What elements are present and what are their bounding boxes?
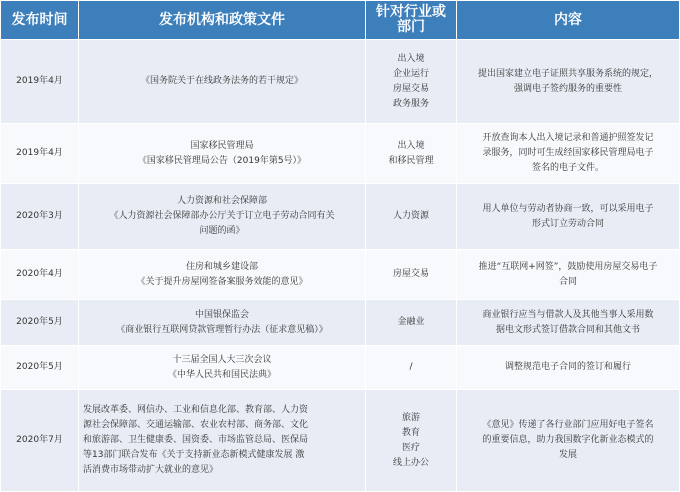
- cell-date: 2020年3月: [1, 184, 79, 250]
- doc-line: 发展改革委、网信办、工业和信息化部、教育部、人力资: [83, 405, 309, 415]
- cell-date: 2019年4月: [1, 40, 79, 124]
- sector-line: 金融业: [397, 317, 425, 327]
- doc-line: 等13部门联合发布《关于支持新业态新模式健康发展 激: [83, 450, 305, 460]
- cell-sector: [366, 124, 457, 184]
- doc-line: 中国银保监会: [194, 309, 249, 320]
- doc-line: 《国务院关于在线政务法务的若干规定》: [140, 76, 303, 86]
- doc-line: 《国家移民管理局公告（2019年第5号）》: [137, 155, 307, 166]
- cell-date: 2019年4月: [1, 124, 79, 184]
- cell-content: [457, 250, 680, 300]
- cell-doc: [79, 40, 366, 124]
- cell-sector: [366, 40, 457, 124]
- content-line: 用人单位与劳动者协商一致，可以采用电子: [482, 203, 654, 214]
- header-doc: 发布机构和政策文件: [79, 1, 366, 40]
- table-header-row: [1, 1, 680, 40]
- content-line: 提出国家建立电子证照共享服务系统的规定，: [477, 68, 658, 79]
- header-date: 发布时间: [1, 1, 79, 40]
- sector-line: 企业运行: [392, 68, 429, 79]
- content-line: 形式订立劳动合同: [531, 218, 604, 229]
- content-line: 《意见》传递了各行业部门应用好电子签名: [482, 420, 654, 430]
- doc-line: 《关于提升房屋网签备案服务效能的意见》: [136, 276, 308, 287]
- cell-content: [457, 184, 680, 250]
- cell-sector: [366, 300, 457, 346]
- cell-sector: [366, 390, 457, 492]
- table-row: [1, 40, 680, 124]
- content-line: 调整规范电子合同的签订和履行: [504, 362, 631, 372]
- cell-doc: [79, 124, 366, 184]
- content-line: 签名的电子文件。: [531, 163, 604, 173]
- doc-line: 住房和城乡建设部: [185, 261, 258, 272]
- cell-date: 2020年4月: [1, 250, 79, 300]
- doc-line: 《中华人民共和国民法典》: [167, 369, 276, 380]
- table-row: [1, 300, 680, 346]
- sector-line: /: [409, 362, 413, 372]
- doc-line: 源社会保障部、交通运输部、农业农村部、商务部、文化: [83, 420, 309, 430]
- header-sector-line1: 针对行业或: [376, 4, 446, 20]
- sector-line: 出入境: [397, 53, 425, 64]
- content-line: 据电文形式签订借款合同和其他文书: [495, 324, 640, 335]
- cell-doc: [79, 390, 366, 492]
- sector-line: 教育: [401, 427, 420, 438]
- doc-line: 国家移民管理局: [190, 140, 254, 151]
- sector-line: 房屋交易: [392, 83, 429, 94]
- content-line: 的重要信息，助力我国数字化新业态模式的: [482, 435, 654, 445]
- cell-date: 2020年7月: [1, 390, 79, 492]
- sector-line: 旅游: [401, 412, 420, 423]
- sector-line: 出入境: [397, 140, 425, 151]
- cell-content: [457, 124, 680, 184]
- sector-line: 和移民管理: [388, 155, 434, 166]
- content-line: 发展: [558, 450, 577, 460]
- doc-line: 《商业银行互联网贷款管理暂行办法（征求意见稿）》: [116, 324, 328, 335]
- cell-sector: [366, 250, 457, 300]
- cell-doc: [79, 184, 366, 250]
- cell-doc: [79, 346, 366, 390]
- cell-doc: [79, 250, 366, 300]
- doc-line: 活消费市场带动扩大就业的意见》: [83, 465, 219, 475]
- cell-content: [457, 40, 680, 124]
- content-line: 强调电子签约服务的重要性: [513, 83, 622, 94]
- table-row: [1, 124, 680, 184]
- content-line: 合同: [558, 276, 577, 287]
- cell-doc: [79, 300, 366, 346]
- content-line: 推进“互联网+网签”，鼓励使用房屋交易电子: [478, 261, 658, 272]
- doc-line: 《人力资源社会保障部办公厅关于订立电子劳动合同有关: [109, 211, 335, 221]
- header-sector: [366, 1, 457, 40]
- table-row: [1, 390, 680, 492]
- content-line: 录服务，同时可生成经国家移民管理局电子: [482, 148, 654, 158]
- cell-content: [457, 300, 680, 346]
- cell-sector: [366, 346, 457, 390]
- sector-line: 人力资源: [392, 211, 429, 221]
- sector-line: 医疗: [401, 442, 420, 453]
- cell-date: 2020年5月: [1, 300, 79, 346]
- header-content: 内容: [457, 1, 680, 40]
- table-row: [1, 250, 680, 300]
- content-line: 开放查询本人出入境记录和普通护照签发记: [482, 133, 654, 143]
- doc-line: 问题的函》: [199, 226, 245, 236]
- doc-line: 和旅游部、卫生健康委、国资委、市场监管总局、医保局: [83, 435, 309, 445]
- doc-line: 人力资源和社会保障部: [176, 196, 267, 206]
- table-row: [1, 346, 680, 390]
- header-sector-line2: 部门: [397, 19, 425, 35]
- content-line: 商业银行应当与借款人及其他当事人采用数: [482, 309, 654, 320]
- cell-sector: [366, 184, 457, 250]
- cell-date: 2020年5月: [1, 346, 79, 390]
- sector-line: 政务服务: [392, 98, 429, 109]
- sector-line: 房屋交易: [392, 269, 429, 279]
- sector-line: 线上办公: [392, 457, 429, 468]
- doc-line: 十三届全国人大三次会议: [172, 354, 272, 365]
- cell-content: [457, 346, 680, 390]
- cell-content: [457, 390, 680, 492]
- table-row: [1, 184, 680, 250]
